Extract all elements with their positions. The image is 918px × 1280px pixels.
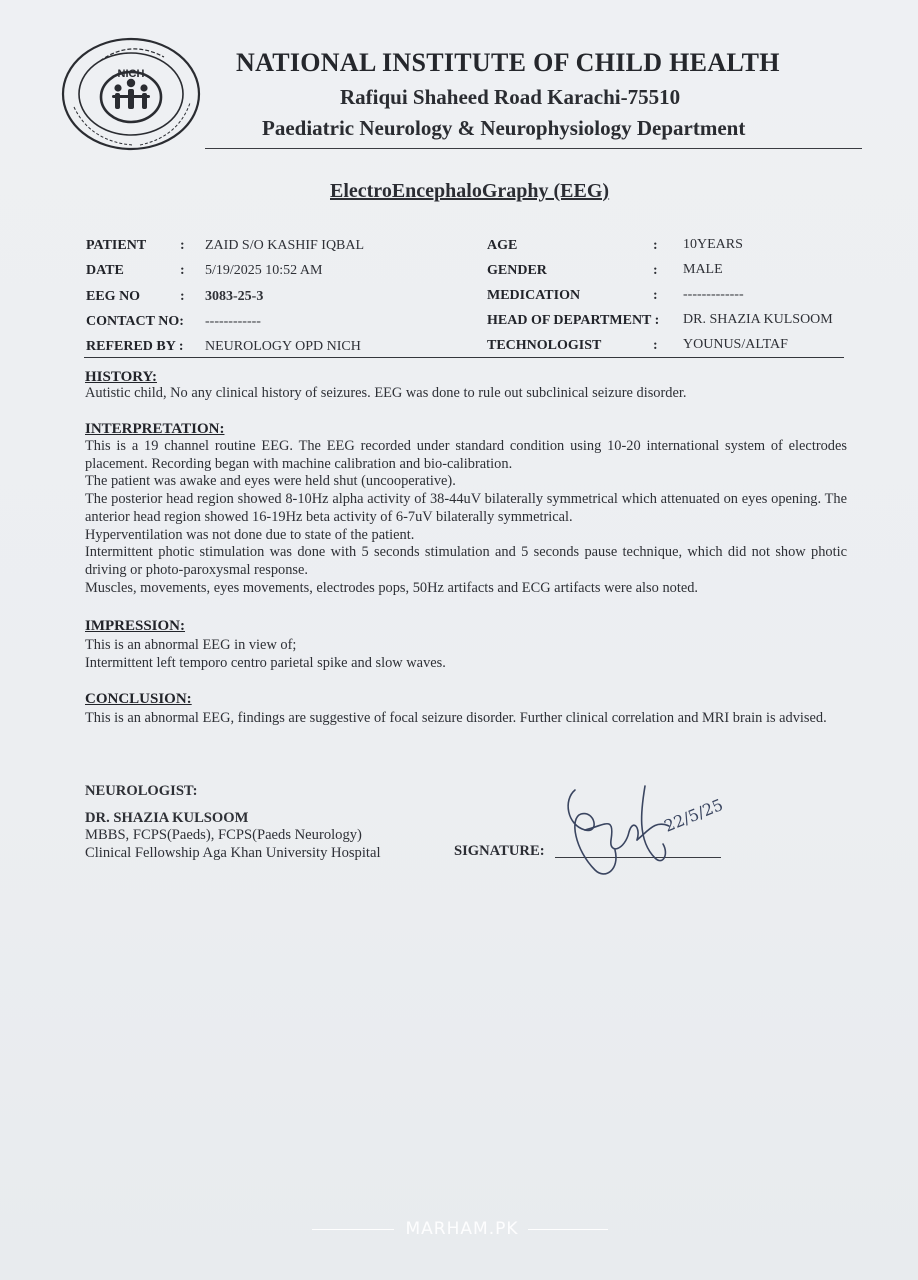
history-text: Autistic child, No any clinical history of seizures. EEG was done to rule out subclinical seizure disorder. xyxy=(85,385,687,401)
technologist-label: TECHNOLOGIST xyxy=(487,338,602,353)
hod-label: HEAD OF DEPARTMENT : xyxy=(487,313,660,328)
gender-label: GENDER xyxy=(487,263,547,278)
eeg-no-label: EEG NO xyxy=(86,289,141,304)
impression-line: This is an abnormal EEG in view of; xyxy=(85,637,297,653)
referred-by-label: REFERED BY : xyxy=(86,339,184,354)
age-value: 10YEARS xyxy=(683,237,743,252)
conclusion-heading: CONCLUSION: xyxy=(85,691,192,707)
neurologist-qualifications: MBBS, FCPS(Paeds), FCPS(Paeds Neurology) xyxy=(85,827,362,843)
institute-address: Rafiqui Shaheed Road Karachi-75510 xyxy=(340,85,681,109)
institute-logo xyxy=(60,37,202,151)
svg-text:22/5/25: 22/5/25 xyxy=(661,794,726,836)
hod-value: DR. SHAZIA KULSOOM xyxy=(683,312,833,327)
info-divider xyxy=(84,357,844,358)
interpretation-paragraph: Intermittent photic stimulation was done with 5 seconds stimulation and 5 seconds pause technique, which did not show photic driving or photo-paroxysmal response. xyxy=(85,544,847,578)
signature-scribble-icon xyxy=(545,770,735,882)
neurologist-name: DR. SHAZIA KULSOOM xyxy=(85,810,249,826)
handwritten-signature xyxy=(545,770,735,882)
svg-text:NICH: NICH xyxy=(117,68,145,80)
interpretation-paragraph: Hyperventilation was not done due to state of the patient. xyxy=(85,527,415,543)
contact-value: ------------ xyxy=(205,314,261,329)
interpretation-paragraph: The patient was awake and eyes were held shut (uncooperative). xyxy=(85,473,456,489)
neurologist-fellowship: Clinical Fellowship Aga Khan University Hospital xyxy=(85,845,381,861)
age-label: AGE xyxy=(487,238,518,253)
gender-value: MALE xyxy=(683,262,723,277)
impression-line: Intermittent left temporo centro parietal spike and slow waves. xyxy=(85,655,446,671)
info-separator: : xyxy=(180,238,185,253)
interpretation-paragraph: This is a 19 channel routine EEG. The EEG recorded under standard condition using 10-20 international system of electrodes placement. Recording began with machine calibration and bio-calibration. xyxy=(85,438,847,472)
patient-value: ZAID S/O KASHIF IQBAL xyxy=(205,238,365,253)
history-heading: HISTORY: xyxy=(85,369,158,385)
info-separator: : xyxy=(180,289,185,304)
department-name: Paediatric Neurology & Neurophysiology Department xyxy=(262,116,746,140)
info-separator: : xyxy=(653,238,658,253)
interpretation-paragraph: Muscles, movements, eyes movements, electrodes pops, 50Hz artifacts and ECG artifacts were also noted. xyxy=(85,580,699,596)
watermark-text: MARHAM.PK xyxy=(405,1219,519,1239)
conclusion-text: This is an abnormal EEG, findings are suggestive of focal seizure disorder. Further clinical correlation and MRI brain is advised. xyxy=(85,710,827,726)
eeg-no-value: 3083-25-3 xyxy=(205,289,264,304)
interpretation-heading: INTERPRETATION: xyxy=(85,421,225,437)
contact-label: CONTACT NO: xyxy=(86,314,184,329)
referred-by-value: NEUROLOGY OPD NICH xyxy=(205,339,361,354)
date-label: DATE xyxy=(86,263,124,278)
medication-value: ------------- xyxy=(683,287,744,302)
patient-label: PATIENT xyxy=(86,238,147,253)
neurologist-heading: NEUROLOGIST: xyxy=(85,783,198,799)
signature-label: SIGNATURE: xyxy=(454,843,545,859)
medication-label: MEDICATION xyxy=(487,288,581,303)
info-separator: : xyxy=(653,263,658,278)
info-separator: : xyxy=(653,288,658,303)
interpretation-paragraph: The posterior head region showed 8-10Hz alpha activity of 38-44uV bilaterally symmetrical which attenuated on eyes opening. The anterior head region showed 16-19Hz beta activity of 6-7uV bilaterally symmetrical. xyxy=(85,491,847,525)
watermark-line xyxy=(528,1229,608,1230)
header-divider xyxy=(205,148,862,149)
watermark-line xyxy=(312,1229,394,1230)
nich-seal-icon xyxy=(60,37,202,151)
info-separator: : xyxy=(653,338,658,353)
date-value: 5/19/2025 10:52 AM xyxy=(205,263,323,278)
institute-name: NATIONAL INSTITUTE OF CHILD HEALTH xyxy=(236,48,780,77)
impression-heading: IMPRESSION: xyxy=(85,618,186,634)
technologist-value: YOUNUS/ALTAF xyxy=(683,337,788,352)
report-title: ElectroEncephaloGraphy (EEG) xyxy=(330,180,610,202)
info-separator: : xyxy=(180,263,185,278)
